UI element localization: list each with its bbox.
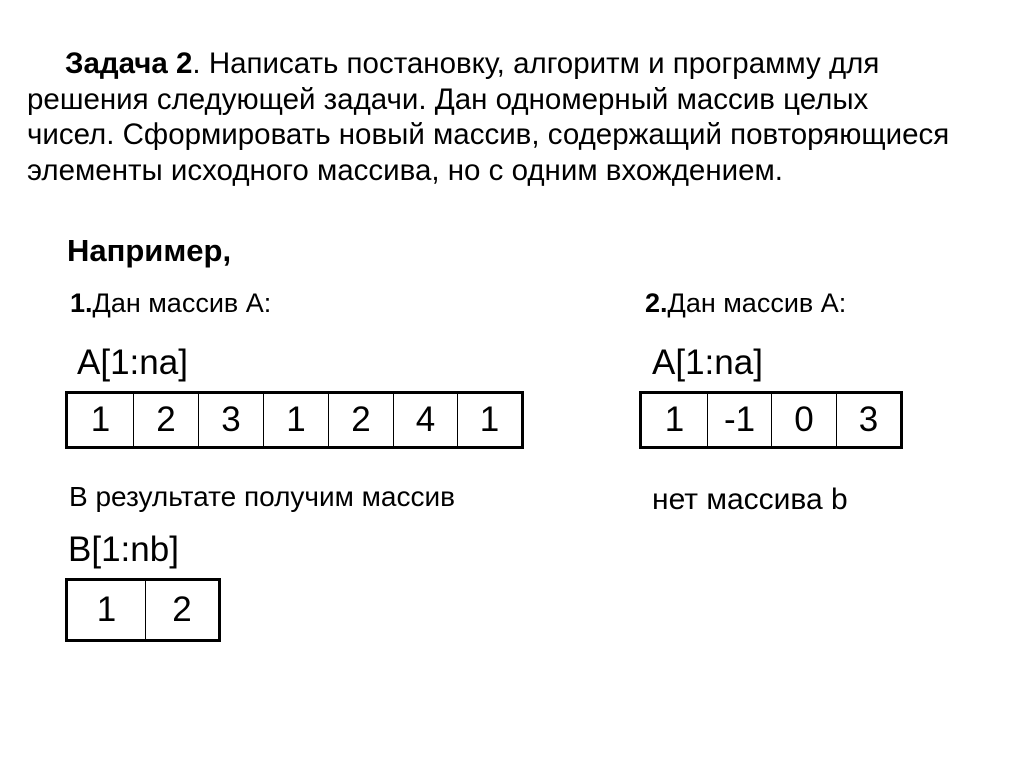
array-cell: 1	[68, 581, 146, 639]
example2-number: 2.	[645, 288, 668, 318]
array-cell: 1	[68, 394, 134, 446]
task-line-1: Задача 2. Написать постановку, алгоритм и программу для	[65, 47, 880, 80]
task-line-3: чисел. Сформировать новый массив, содержащий повторяющиеся	[27, 118, 950, 151]
example2-result-text: нет массива b	[652, 483, 848, 516]
task-title: Задача 2	[65, 47, 193, 80]
example1-result-cells	[65, 578, 221, 642]
array-cell: -1	[708, 394, 772, 446]
task-line-2: решения следующей задачи. Дан одномерный массив целых	[27, 82, 869, 116]
array-cell: 2	[329, 394, 394, 446]
task-statement	[27, 46, 1012, 188]
example-heading: Например,	[67, 233, 232, 268]
array-cell: 2	[134, 394, 199, 446]
example1-result-text: В результате получим массив	[69, 481, 456, 512]
example1-array-name: A[1:na]	[77, 343, 188, 382]
array-cell: 4	[394, 394, 458, 446]
array-cell: 3	[858, 400, 879, 439]
array-cell: 3	[199, 394, 264, 446]
array-cell: 1	[264, 394, 329, 446]
example2-array-name: A[1:na]	[652, 343, 763, 382]
array-cell: 1	[642, 394, 708, 446]
example1-given-label: 1.Дан массив А:	[70, 288, 272, 318]
example2-array-cells	[639, 391, 903, 449]
array-cell: 2	[172, 590, 192, 629]
example1-array-cells	[65, 391, 524, 449]
example2-given-label: 2.Дан массив А:	[645, 288, 847, 318]
array-cell: 0	[772, 394, 837, 446]
example1-number: 1.	[70, 288, 93, 318]
example1-result-array-name: B[1:nb]	[68, 530, 179, 569]
array-cell: 1	[479, 400, 500, 439]
task-line-4: элементы исходного массива, но с одним вхождением.	[27, 153, 783, 187]
